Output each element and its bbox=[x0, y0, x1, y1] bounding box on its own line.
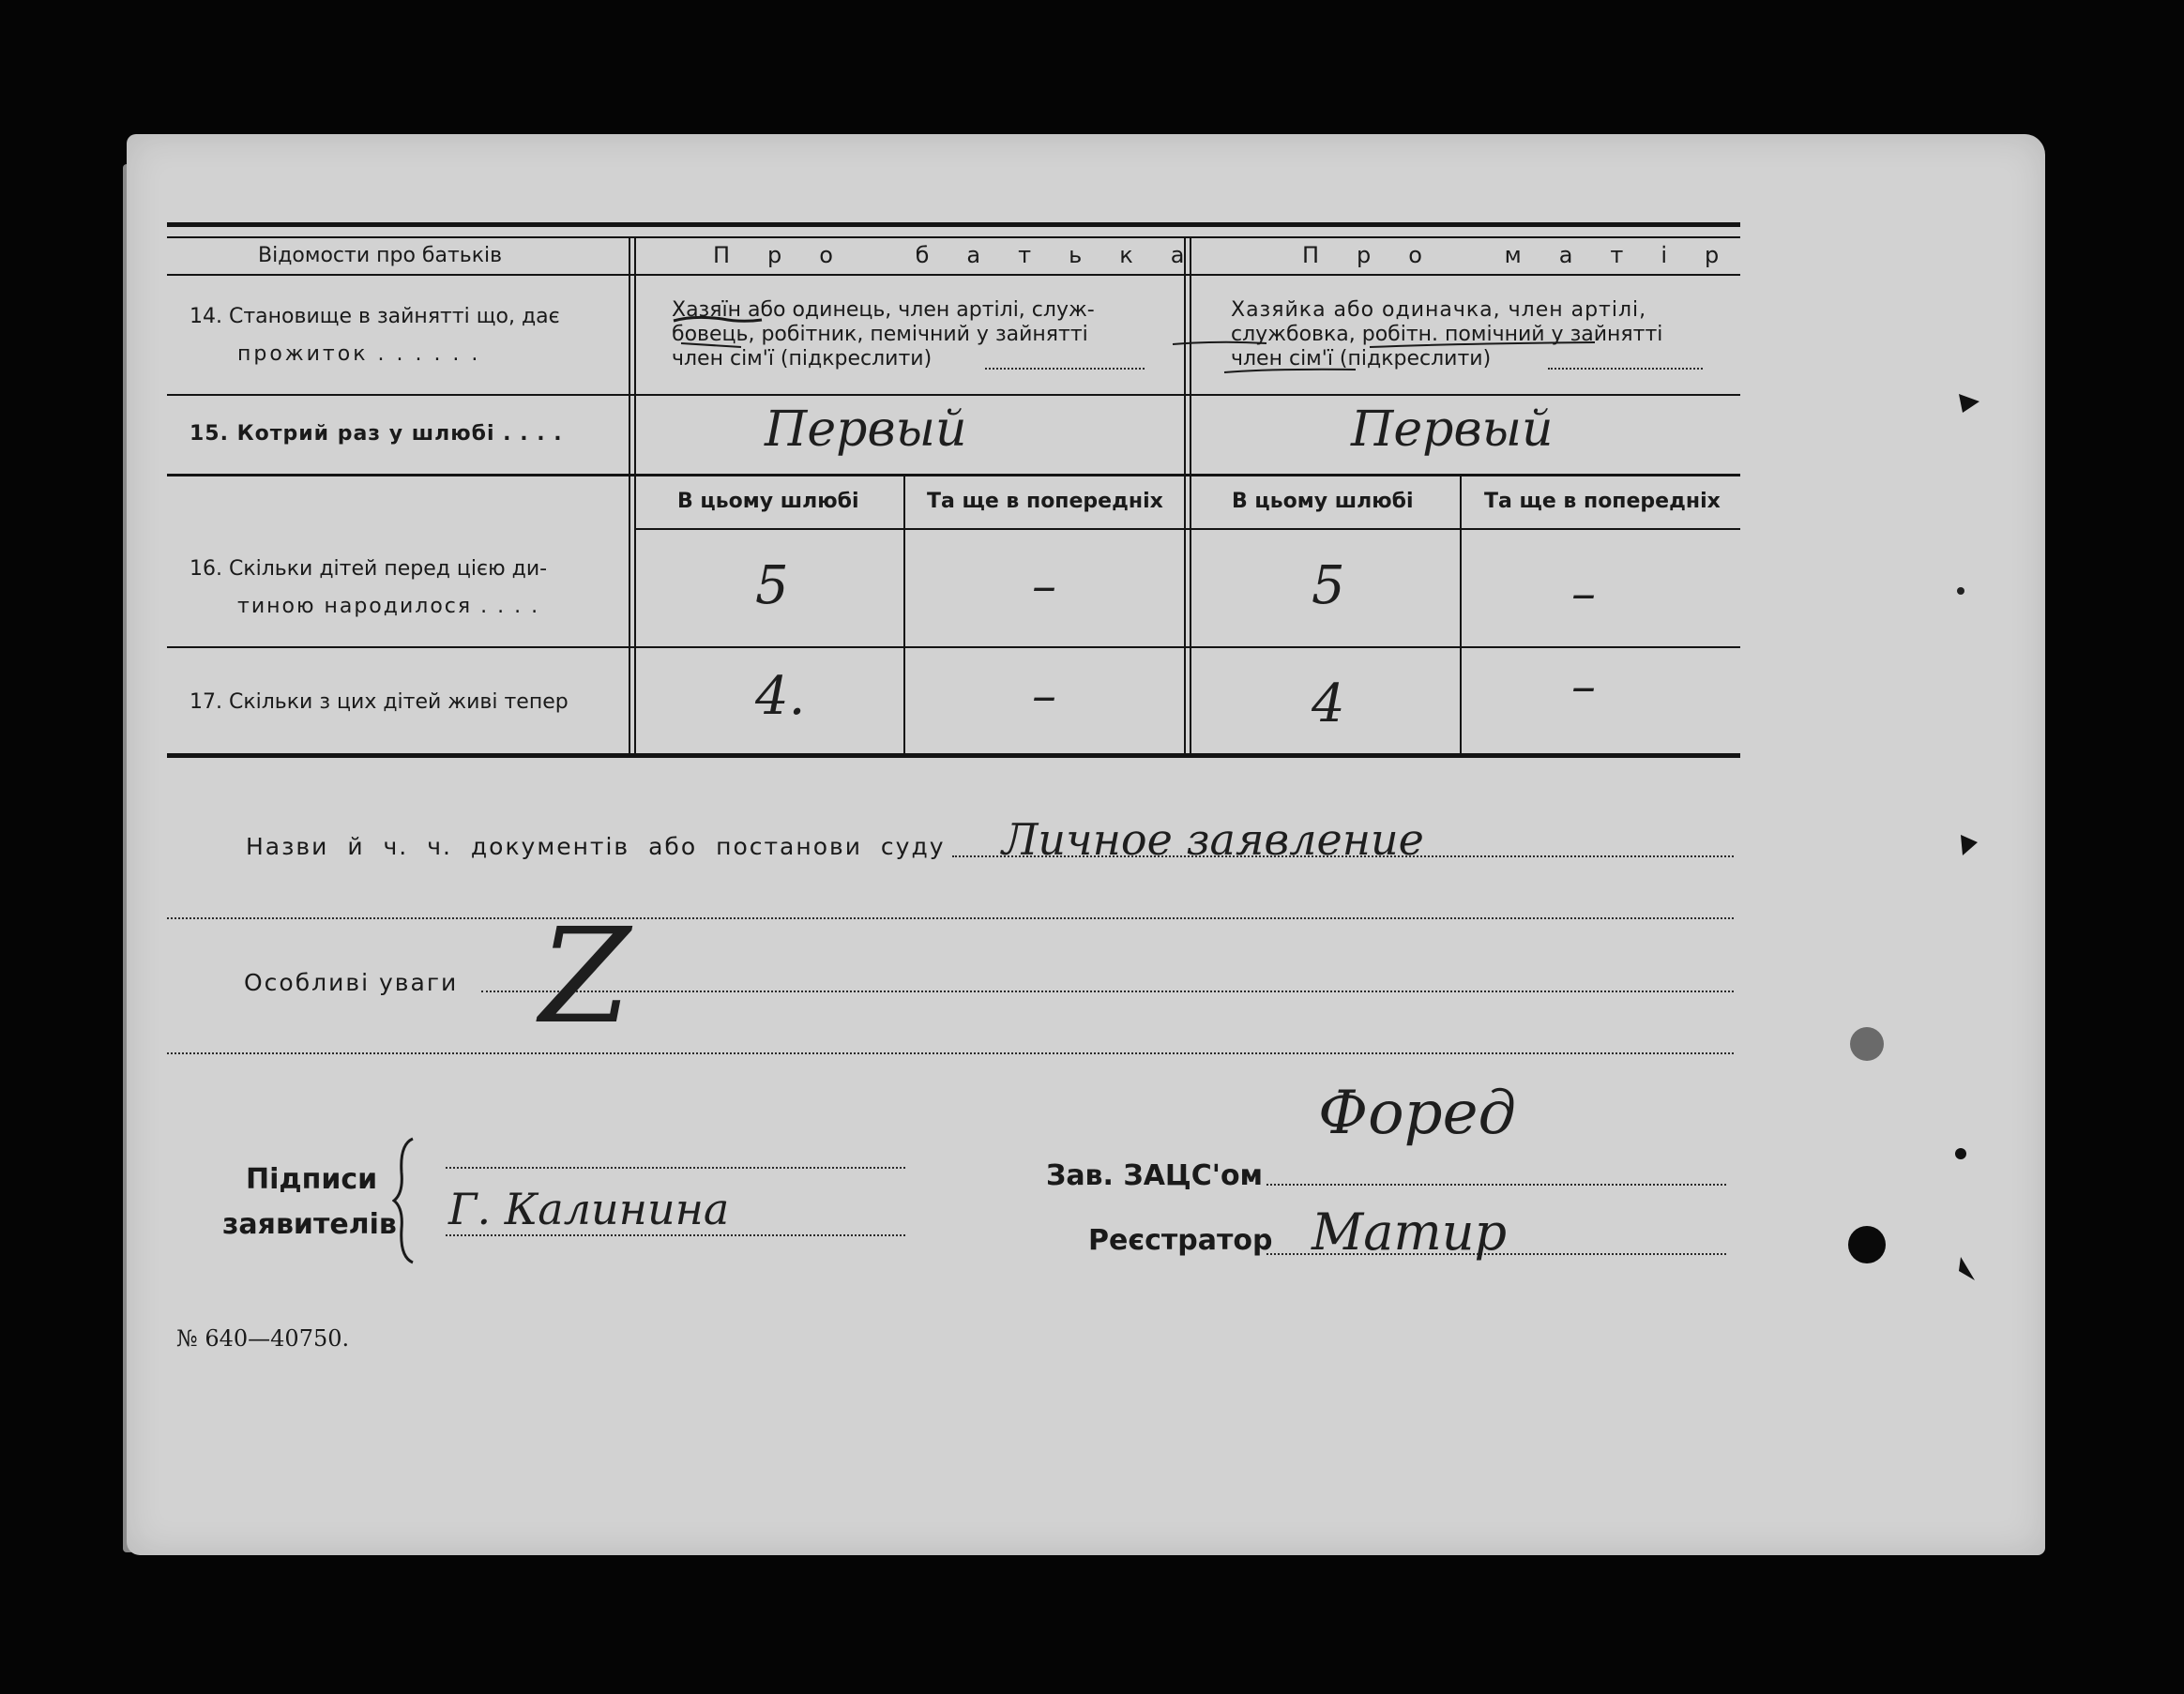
form-number: № 640—40750. bbox=[176, 1325, 350, 1352]
brace-icon bbox=[392, 1135, 420, 1266]
row17-mother-prev: – bbox=[1571, 658, 1596, 715]
documents-label: Назви й ч. ч. документів або постанови суду bbox=[246, 833, 946, 860]
row16-mother-prev: – bbox=[1571, 566, 1596, 622]
row14-father-line2: бовець, робітник, пемічний у зайнятті bbox=[672, 323, 1088, 346]
row15-father-value: Первый bbox=[765, 401, 967, 458]
row16-father-prev: – bbox=[1032, 558, 1056, 614]
table-bottom-rule bbox=[167, 753, 1740, 758]
row14-mother-line3: член сім'ї (підкреслити) bbox=[1231, 347, 1492, 371]
row14-mother-line1: Хазяйка або одиначка, член артілі, bbox=[1231, 298, 1647, 322]
binding-holes bbox=[1820, 356, 1989, 1332]
registrar-signature: Матир bbox=[1312, 1202, 1508, 1262]
applicants-label-line2: заявителів bbox=[222, 1208, 397, 1241]
row14-label-line2: прожиток . . . . . . bbox=[237, 342, 481, 366]
remarks-dots-2 bbox=[167, 1052, 1734, 1054]
documents-value: Личное заявление bbox=[1002, 814, 1424, 865]
registrar-label: Реєстратор bbox=[1088, 1224, 1273, 1257]
row14-father-line3: член сім'ї (підкреслити) bbox=[672, 347, 933, 371]
applicant-dots-2 bbox=[446, 1234, 905, 1236]
head-signature: Форед bbox=[1318, 1079, 1517, 1148]
subheader-mother-prev: Та ще в попередніх bbox=[1484, 490, 1721, 513]
subheader-rule bbox=[636, 528, 1740, 530]
row16-label-line2: тиною народилося . . . . bbox=[237, 595, 540, 618]
applicant-signature: Г. Калинина bbox=[448, 1184, 730, 1234]
subheader-mother-this: В цьому шлюбі bbox=[1232, 490, 1414, 513]
remarks-dots bbox=[481, 991, 1734, 992]
col-header-mother: Про матір bbox=[1302, 242, 1757, 268]
row16-label-line1: 16. Скільки дітей перед цією ди- bbox=[190, 557, 548, 581]
col-header-father: Про батька bbox=[713, 242, 1222, 268]
head-label: Зав. ЗАЦС'ом bbox=[1046, 1159, 1264, 1192]
row17-mother-this: 4 bbox=[1312, 673, 1345, 734]
head-dots bbox=[1266, 1184, 1726, 1186]
applicants-label-line1: Підписи bbox=[246, 1163, 378, 1196]
remarks-value: Z bbox=[539, 900, 631, 1053]
col-divider-1b bbox=[634, 238, 636, 755]
col-divider-father bbox=[903, 476, 905, 755]
row16-mother-this: 5 bbox=[1312, 555, 1345, 616]
col-divider-1a bbox=[629, 238, 630, 755]
row17-father-this: 4. bbox=[755, 666, 806, 727]
row17-father-prev: – bbox=[1032, 668, 1056, 724]
row16-father-this: 5 bbox=[755, 555, 789, 616]
remarks-label: Особливі уваги bbox=[244, 969, 459, 996]
table-top-rule-thin bbox=[167, 236, 1740, 238]
row15-label: 15. Котрий раз у шлюбі . . . . bbox=[190, 422, 563, 446]
col-divider-mother bbox=[1460, 476, 1462, 755]
row15-mother-value: Первый bbox=[1351, 401, 1554, 458]
row16-rule bbox=[167, 646, 1740, 648]
row14-mother-line2: службовка, робітн. помічний у зайнятті bbox=[1231, 323, 1663, 346]
subheader-father-this: В цьому шлюбі bbox=[677, 490, 859, 513]
underline-marks bbox=[657, 310, 1726, 375]
col-header-parents: Відомости про батьків bbox=[258, 244, 503, 267]
row15-rule bbox=[167, 474, 1740, 476]
header-rule bbox=[167, 274, 1740, 276]
row17-label: 17. Скільки з цих дітей живі тепер bbox=[190, 690, 569, 714]
row14-rule bbox=[167, 394, 1740, 396]
row14-label-line1: 14. Становище в зайнятті що, дає bbox=[190, 305, 560, 328]
applicant-dots-1 bbox=[446, 1167, 905, 1169]
row14-father-line1: Хазяїн або одинець, член артілі, служ- bbox=[672, 298, 1095, 322]
table-top-rule bbox=[167, 222, 1740, 227]
documents-dots-2 bbox=[167, 917, 1734, 919]
subheader-father-prev: Та ще в попередніх bbox=[927, 490, 1163, 513]
